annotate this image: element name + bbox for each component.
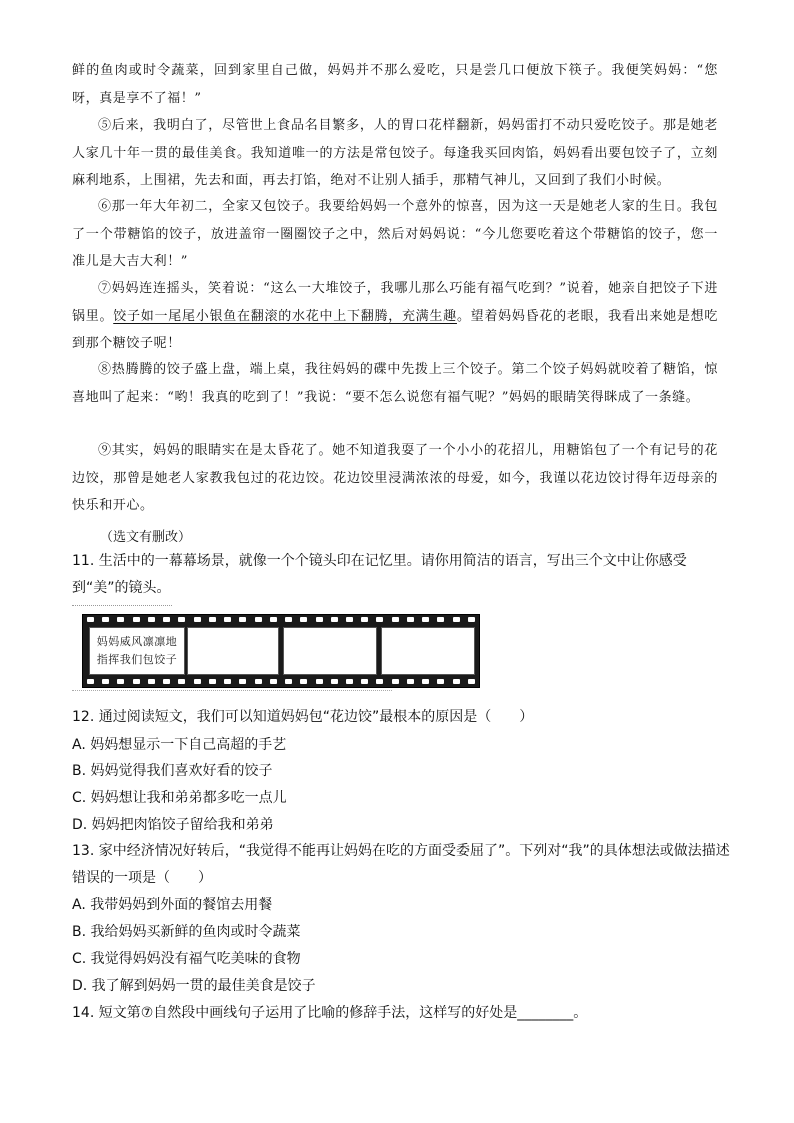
question-13-option-d[interactable]: D. 我了解到妈妈一贯的最佳美食是饺子 [72, 978, 316, 994]
paragraph-6: ⑥那一年大年初二，全家又包饺子。我要给妈妈一个意外的惊喜，因为这一天是她老人家的生日。我包了一个带糖馅的饺子，放进盖帘一圈圈饺子之中，然后对妈妈说：“今儿您要吃着这个带糖馅的饺子，您一准儿是大吉大利！” [72, 199, 718, 269]
paragraph-5: ⑤后来，我明白了，尽管世上食品名目繁多，人的胃口花样翻新，妈妈雷打不动只爱吃饺子。那是她老人家几十年一贯的最佳美食。我知道唯一的方法是常包饺子。每逢我买回肉馅，妈妈看出要包饺子了，立刻麻利地系，上围裙，先去和面，再去打馅，绝对不让别人插手，那精气神儿，又回到了我们小时候。 [72, 118, 718, 188]
question-12-option-d[interactable]: D. 妈妈把肉馅饺子留给我和弟弟 [72, 817, 274, 833]
question-13-option-b[interactable]: B. 我给妈妈买新鲜的鱼肉或时令蔬菜 [72, 924, 301, 940]
film-strip [82, 614, 480, 688]
film-frame-1 [89, 627, 185, 675]
film-frame-3-answer-box[interactable] [283, 627, 377, 675]
film-frame-1-label: 妈妈威风凛凛地 指挥我们包饺子 [96, 635, 178, 666]
paragraph-9: ⑨其实，妈妈的眼睛实在是太昏花了。她不知道我耍了一个小小的花招儿，用糖馅包了一个有记号的花边饺，那曾是她老人家教我包过的花边饺。花边饺里浸满浓浓的母爱，如今，我谨以花边饺讨得年迈母亲的快乐和开心。 [72, 443, 718, 513]
scan-artifact-top [72, 605, 172, 609]
question-12-option-b[interactable]: B. 妈妈觉得我们喜欢好看的饺子 [72, 763, 273, 779]
question-14: 14. 短文第⑦自然段中画线句子运用了比喻的修辞手法，这样写的好处是________。 [72, 1005, 588, 1021]
question-13-option-a[interactable]: A. 我带妈妈到外面的餐馆去用餐 [72, 897, 273, 913]
question-12: 12. 通过阅读短文，我们可以知道妈妈包“花边饺”最根本的原因是（ ） [72, 709, 534, 725]
film-frame-4-answer-box[interactable] [381, 627, 475, 675]
passage-continuation: 鲜的鱼肉或时令蔬菜，回到家里自己做，妈妈并不那么爱吃，只是尝几口便放下筷子。我便笑妈妈：“您呀，真是享不了福！” [72, 63, 718, 106]
film-sprocket-holes-bottom [87, 679, 475, 685]
scan-artifact-bottom [72, 690, 392, 694]
question-13-option-c[interactable]: C. 我觉得妈妈没有福气吃美味的食物 [72, 951, 301, 967]
paragraph-7-end: 。望着妈妈昏花的老眼，我看出来她是想吃到那个糖饺子呢！ [72, 308, 718, 351]
question-12-option-a[interactable]: A. 妈妈想显示一下自己高超的手艺 [72, 737, 287, 753]
paragraph-8: ⑧热腾腾的饺子盛上盘，端上桌，我往妈妈的碟中先拨上三个饺子。第二个饺子妈妈就咬着了糖馅，惊喜地叫了起来：“哟！我真的吃到了！”我说：“要不怎么说您有福气呢？”妈妈的眼睛笑得眯成了一条缝。 [72, 362, 718, 405]
film-frame-1-text [90, 628, 184, 669]
underlined-simile-sentence: 饺子如一尾尾小银鱼在翻滚的水花中上下翻腾，充满生趣 [113, 308, 457, 324]
source-note: （选文有删改） [100, 530, 192, 545]
question-11: 11. 生活中的一幕幕场景，就像一个个镜头印在记忆里。请你用简洁的语言，写出三个文中让你感受到“美”的镜头。 [72, 553, 687, 596]
film-sprocket-holes-top [87, 617, 475, 623]
paragraph-7 [72, 275, 718, 358]
paragraph-7-start: ⑦妈妈连连摇头，笑着说：“这么一大堆饺子，我哪儿那么巧能有福气吃到？”说着，她亲自把饺子下进锅里。 [72, 281, 718, 324]
question-12-option-c[interactable]: C. 妈妈想让我和弟弟都多吃一点儿 [72, 790, 287, 806]
question-13: 13. 家中经济情况好转后，“我觉得不能再让妈妈在吃的方面受委屈了”。下列对“我”的具体想法或做法描述错误的一项是（ ） [72, 843, 730, 886]
film-frame-2-answer-box[interactable] [187, 627, 279, 675]
